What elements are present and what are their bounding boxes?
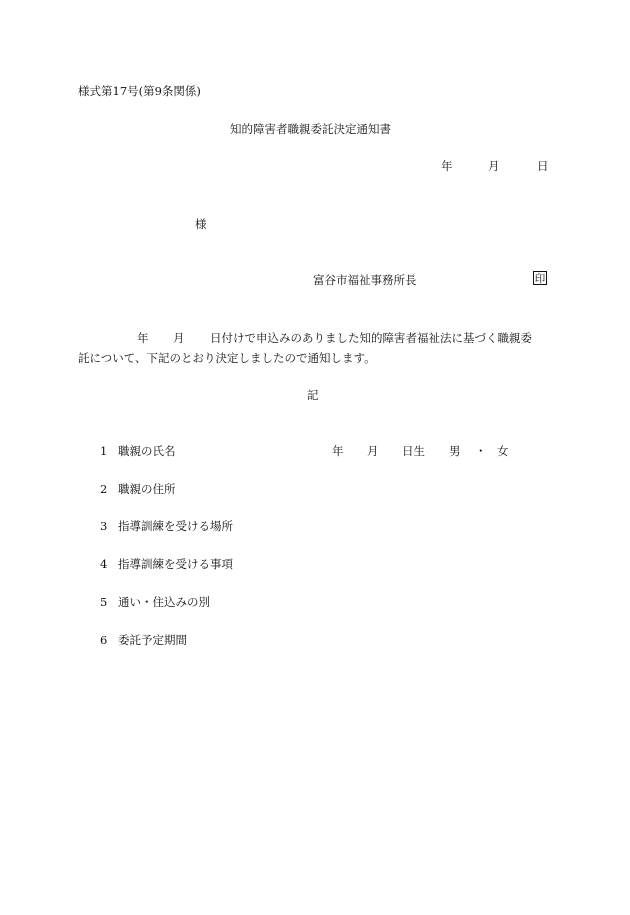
item-label: 職親の氏名 [118, 444, 176, 458]
seal-mark: 印 [534, 273, 546, 285]
body-year-label: 年 [137, 331, 149, 345]
birth-year-label: 年 [332, 444, 344, 458]
sex-male-option: 男 [449, 444, 461, 458]
date-day-label: 日 [537, 159, 549, 173]
body-text-line2: 託について、下記のとおり決定しましたので通知します。 [78, 351, 376, 365]
item-number: 5 [100, 595, 108, 609]
body-month-label: 月 [173, 331, 185, 345]
item-number: 6 [100, 633, 108, 647]
sex-female-option: 女 [497, 444, 509, 458]
item-label: 委託予定期間 [118, 633, 187, 647]
item-label: 指導訓練を受ける事項 [118, 557, 233, 571]
ki-heading: 記 [307, 388, 319, 402]
body-text-line1: 日付けで申込みのありました知的障害者福祉法に基づく職親委 [210, 331, 532, 345]
item-label: 通い・住込みの別 [118, 595, 210, 609]
document-title: 知的障害者職親委託決定通知書 [230, 122, 391, 136]
item-number: 2 [100, 482, 108, 496]
form-number: 様式第17号(第9条関係) [78, 84, 201, 98]
date-year-label: 年 [441, 159, 453, 173]
sex-separator: ・ [475, 444, 487, 458]
addressee-suffix: 様 [195, 217, 207, 231]
item-number: 4 [100, 557, 108, 571]
birth-day-label: 日生 [402, 444, 425, 458]
birth-month-label: 月 [367, 444, 379, 458]
item-number: 3 [100, 519, 108, 533]
sender-name: 富谷市福祉事務所長 [313, 273, 417, 287]
date-month-label: 月 [488, 159, 500, 173]
item-number: 1 [100, 444, 108, 458]
item-label: 職親の住所 [118, 482, 176, 496]
item-label: 指導訓練を受ける場所 [118, 519, 233, 533]
